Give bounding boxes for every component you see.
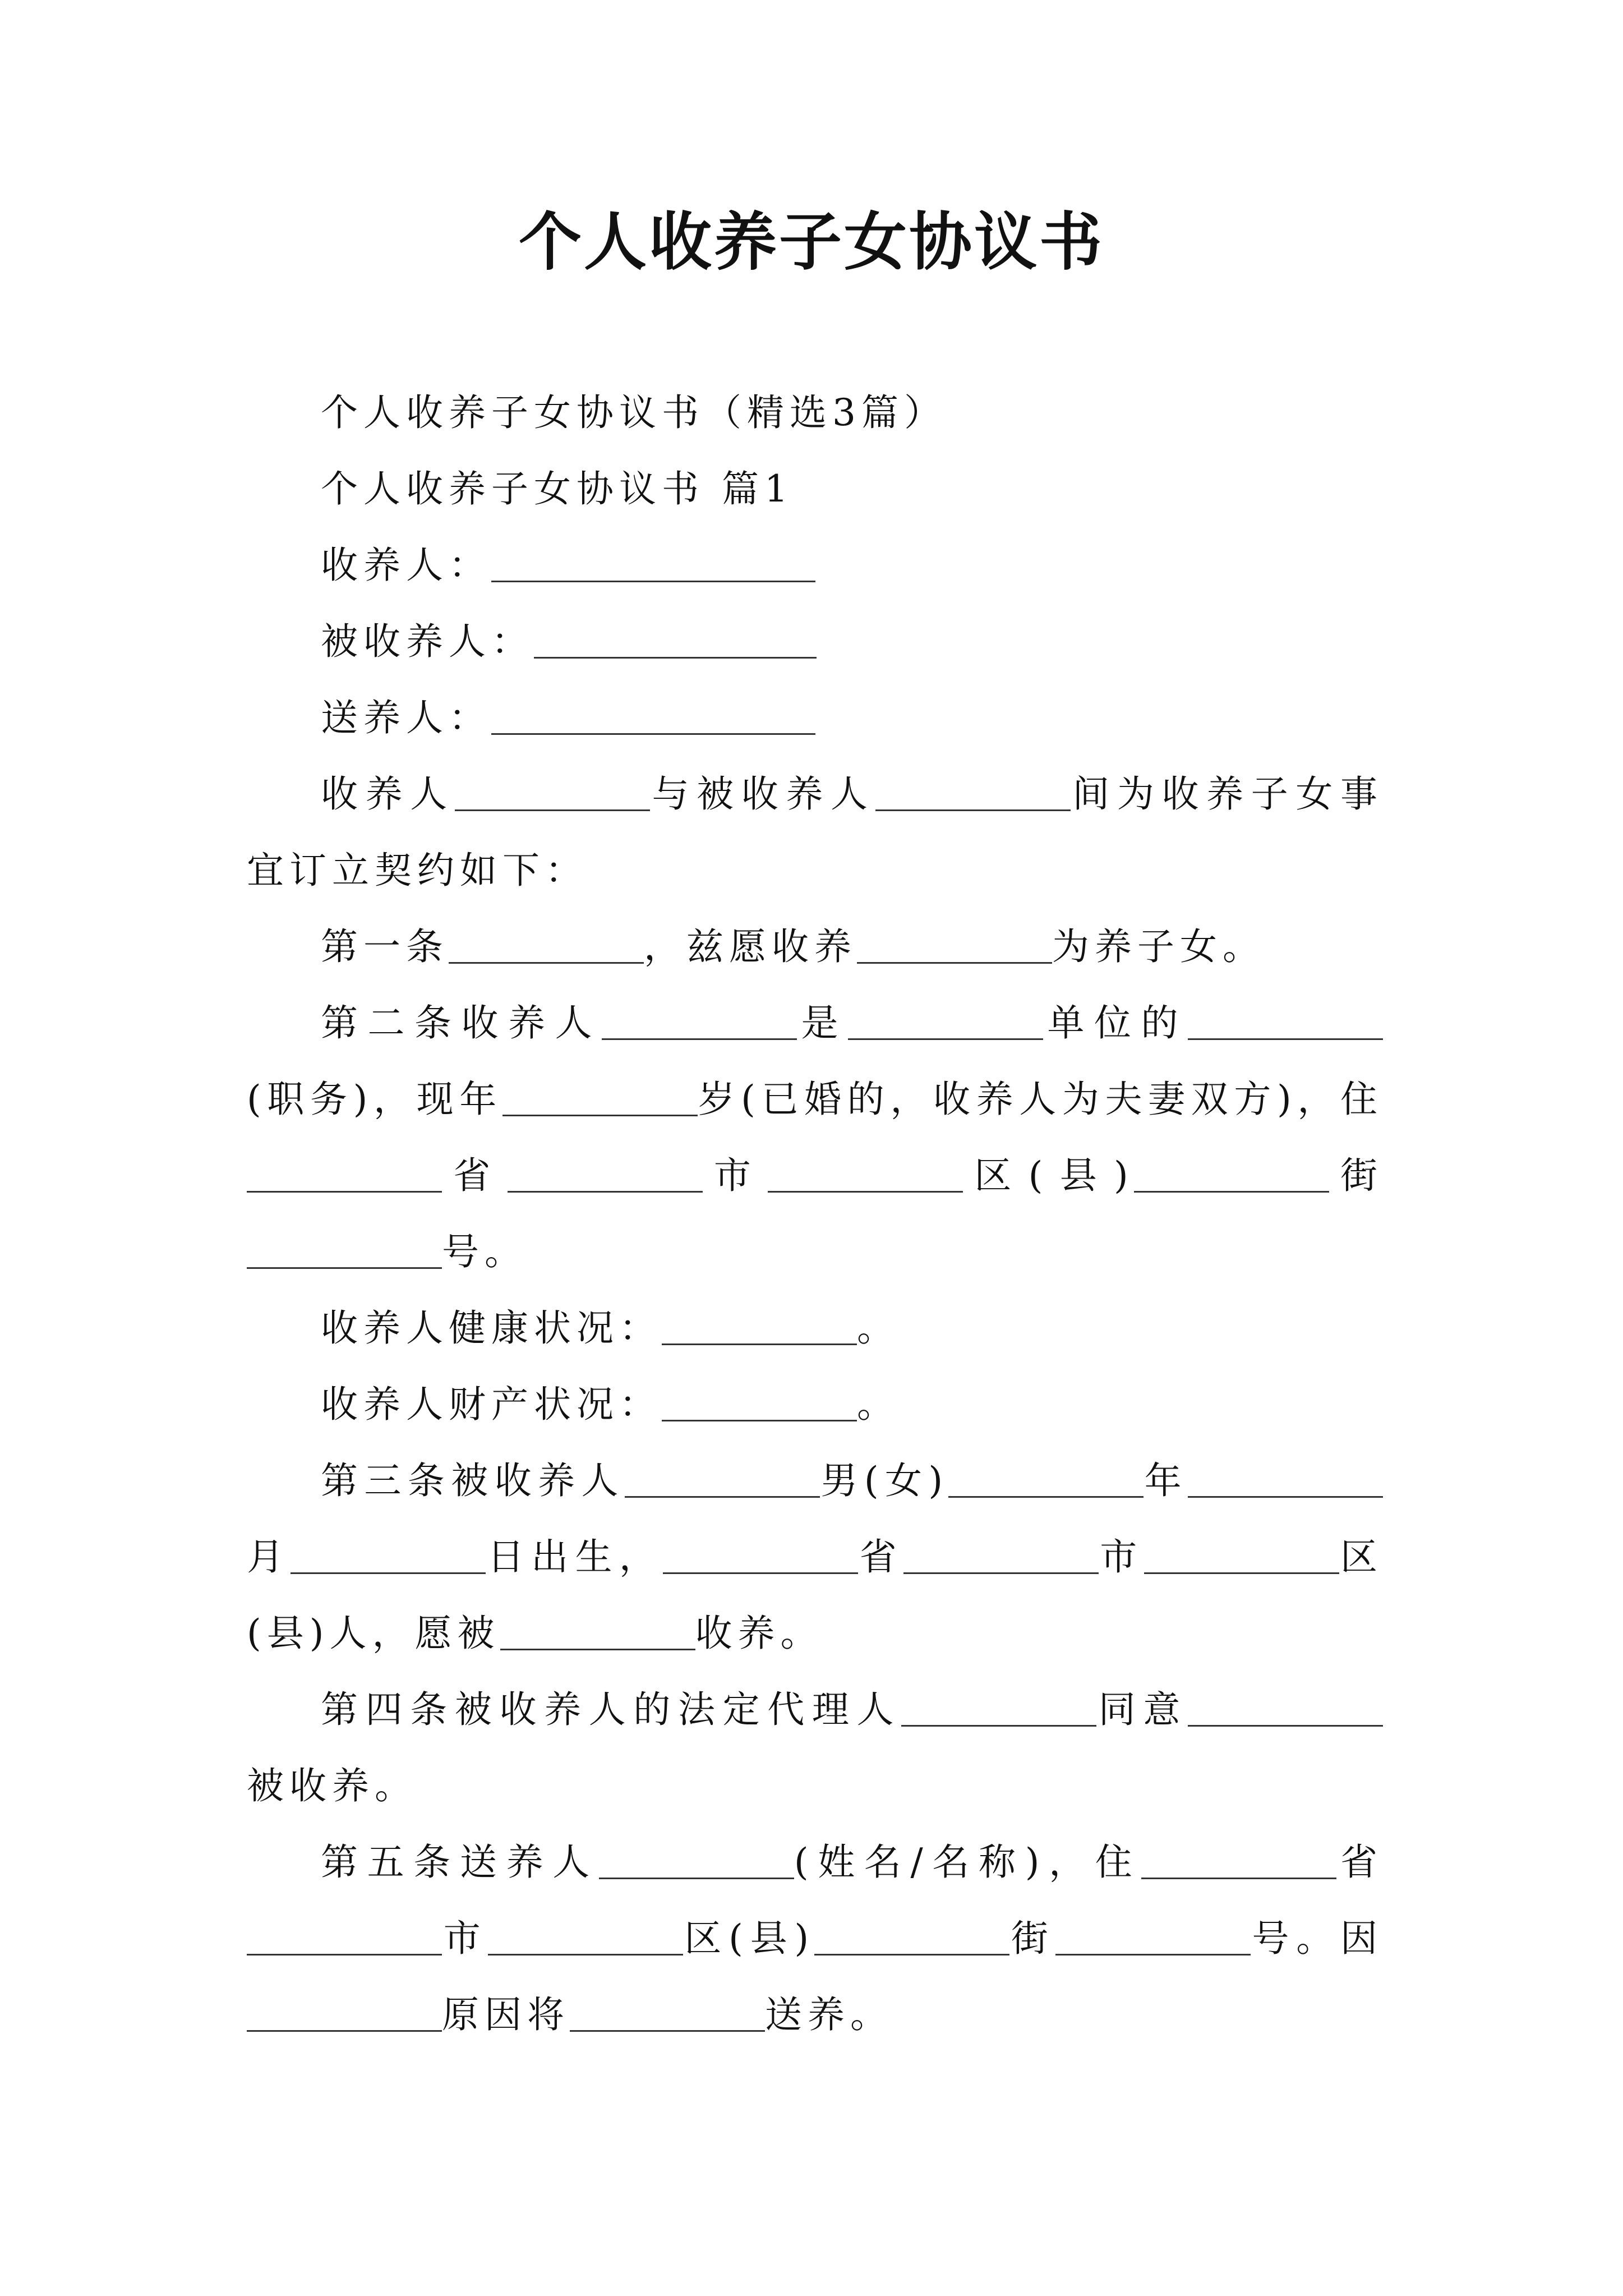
fill-blank[interactable] — [455, 774, 650, 811]
fill-blank[interactable] — [599, 1842, 794, 1879]
fill-blank[interactable] — [247, 1995, 442, 2032]
property-line — [247, 1366, 1383, 1443]
fill-blank[interactable] — [901, 1690, 1096, 1727]
fill-blank[interactable] — [491, 698, 815, 735]
text-run: 第五条送养人 — [321, 1841, 599, 1884]
document-title: 个人收养子女协议书 — [519, 205, 1104, 279]
fill-blank[interactable] — [857, 927, 1052, 964]
text-run: 号。 — [442, 1230, 527, 1273]
fill-blank[interactable] — [449, 927, 644, 964]
subtitle: 个人收养子女协议书（精选3篇） — [321, 391, 947, 434]
fill-blank[interactable] — [903, 1537, 1099, 1574]
text-run: 市 — [442, 1917, 488, 1960]
text-run: 同意 — [1096, 1688, 1188, 1731]
field-placer — [247, 680, 1383, 756]
fill-blank[interactable] — [1188, 1461, 1383, 1498]
fill-blank[interactable] — [662, 1384, 857, 1421]
fill-blank[interactable] — [1188, 1003, 1383, 1040]
fill-blank[interactable] — [247, 1156, 442, 1193]
text-run: 岁(已婚的，收养人为夫妻双方)，住 — [697, 1078, 1383, 1121]
document-body — [247, 375, 1383, 2053]
text-run: 区(县) — [963, 1154, 1134, 1197]
text-run: 区(县)人，愿被 — [247, 1535, 1384, 1655]
text-run: 区(县) — [683, 1917, 815, 1960]
field-placer-label: 送养人： — [321, 696, 491, 739]
text-run: 收养人财产状况： — [321, 1383, 662, 1426]
text-run: 。 — [857, 1306, 900, 1350]
article-5 — [247, 1824, 1383, 2053]
text-run: 是 — [797, 1001, 848, 1045]
text-run: 与被收养人 — [649, 772, 875, 816]
text-run: 年 — [1144, 1459, 1188, 1502]
field-adopter-label: 收养人： — [321, 544, 491, 587]
fill-blank[interactable] — [1055, 1918, 1251, 1955]
text-run: 第四条被收养人的法定代理人 — [321, 1688, 902, 1731]
text-run: 被收养。 — [247, 1764, 417, 1807]
fill-blank[interactable] — [1144, 1537, 1339, 1574]
field-adoptee-label: 被收养人： — [321, 620, 534, 663]
text-run: 为养子女。 — [1052, 925, 1265, 968]
article-1 — [247, 909, 1383, 985]
fill-blank[interactable] — [247, 1232, 442, 1269]
text-run: 日出生， — [486, 1535, 663, 1579]
text-run: 月 — [247, 1535, 291, 1579]
text-run: 号。因 — [1250, 1917, 1384, 1960]
article-2 — [247, 985, 1383, 1290]
fill-blank[interactable] — [570, 1995, 765, 2032]
text-run: (姓名/名称)，住 — [794, 1841, 1142, 1884]
fill-blank[interactable] — [948, 1461, 1144, 1498]
text-run: 省 — [1336, 1841, 1384, 1884]
fill-blank[interactable] — [502, 1079, 698, 1116]
fill-blank[interactable] — [534, 622, 817, 659]
fill-blank[interactable] — [625, 1461, 820, 1498]
fill-blank[interactable] — [602, 1003, 797, 1040]
fill-blank[interactable] — [1134, 1156, 1329, 1193]
field-adoptee — [247, 604, 1383, 680]
text-run: 第三条被收养人 — [321, 1459, 625, 1502]
fill-blank[interactable] — [848, 1003, 1043, 1040]
fill-blank[interactable] — [500, 1613, 695, 1650]
text-run: 市 — [702, 1154, 768, 1197]
fill-blank[interactable] — [814, 1918, 1009, 1955]
text-run: 原因将 — [442, 1993, 570, 2036]
text-run: 收养人健康状况： — [321, 1306, 662, 1350]
text-run: ，兹愿收养 — [644, 925, 857, 968]
fill-blank[interactable] — [491, 545, 815, 582]
text-run: (职务)，现年 — [247, 1078, 502, 1121]
text-run: 街 — [1329, 1154, 1384, 1197]
text-run: 。 — [857, 1383, 900, 1426]
text-run: 市 — [1098, 1535, 1144, 1579]
text-run: 第二条收养人 — [321, 1001, 602, 1045]
health-line — [247, 1290, 1383, 1366]
section-heading: 个人收养子女协议书 篇1 — [321, 467, 794, 510]
article-3 — [247, 1443, 1383, 1672]
fill-blank[interactable] — [875, 774, 1071, 811]
text-run: 间为收养子女事宜订立契约如下： — [247, 772, 1383, 892]
text-run: 省 — [442, 1154, 508, 1197]
fill-blank[interactable] — [663, 1537, 858, 1574]
text-run: 单位的 — [1043, 1001, 1188, 1045]
text-run: 街 — [1009, 1917, 1055, 1960]
fill-blank[interactable] — [662, 1308, 857, 1345]
fill-blank[interactable] — [291, 1537, 486, 1574]
fill-blank[interactable] — [768, 1156, 963, 1193]
text-run: 男(女) — [819, 1459, 949, 1502]
fill-blank[interactable] — [1141, 1842, 1336, 1879]
fill-blank[interactable] — [508, 1156, 703, 1193]
fill-blank[interactable] — [488, 1918, 683, 1955]
field-adopter — [247, 527, 1383, 604]
text-run: 收养。 — [695, 1612, 823, 1655]
fill-blank[interactable] — [247, 1918, 442, 1955]
fill-blank[interactable] — [1188, 1690, 1383, 1727]
article-4 — [247, 1672, 1383, 1824]
text-run: 收养人 — [321, 772, 455, 816]
intro-paragraph — [247, 756, 1383, 909]
text-run: 第一条 — [321, 925, 449, 968]
text-run: 省 — [858, 1535, 903, 1579]
text-run: 送养。 — [765, 1993, 893, 2036]
